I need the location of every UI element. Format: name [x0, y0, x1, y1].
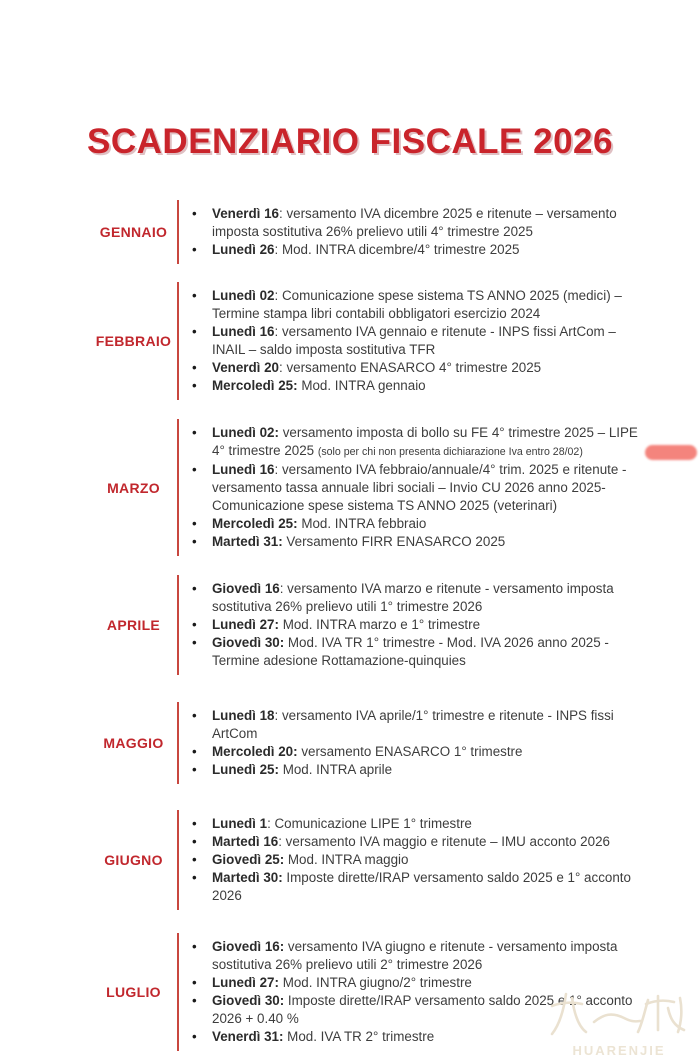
bullet-icon: • — [192, 1029, 197, 1044]
deadline-content — [212, 815, 644, 833]
deadline-date: Venerdì 16 — [212, 206, 279, 221]
deadline-content — [212, 833, 644, 851]
deadline-item — [192, 359, 644, 377]
month-section-gennaio — [0, 205, 700, 259]
deadline-list — [179, 287, 700, 395]
bullet-icon: • — [192, 744, 197, 759]
bullet-icon: • — [192, 425, 197, 440]
bullet-icon: • — [192, 635, 197, 650]
deadline-text: : versamento IVA maggio e ritenute – IMU acconto 2026 — [278, 834, 610, 849]
month-label: GIUGNO — [104, 852, 163, 868]
bullet-icon: • — [192, 378, 197, 393]
deadline-date: Lunedì 27: — [212, 617, 279, 632]
deadline-item — [192, 869, 644, 905]
deadline-text: : versamento IVA gennaio e ritenute - INPS fissi ArtCom – INAIL – saldo imposta sostitutiva TFR — [212, 324, 616, 357]
deadline-date: Lunedì 25: — [212, 762, 279, 777]
deadline-item — [192, 533, 644, 551]
deadline-content — [212, 205, 644, 241]
bullet-icon: • — [192, 975, 197, 990]
deadline-item — [192, 851, 644, 869]
deadline-date: Giovedì 16 — [212, 581, 280, 596]
deadline-item — [192, 424, 644, 461]
deadline-text: : versamento IVA marzo e ritenute - versamento imposta sostitutiva 26% prelievo utili 1° trimestre 2026 — [212, 581, 614, 614]
deadline-content — [212, 287, 644, 323]
deadline-text: : Comunicazione spese sistema TS ANNO 2025 (medici) – Termine stampa libri contabili obbligatori esercizio 2024 — [212, 288, 622, 321]
deadline-content — [212, 515, 644, 533]
deadline-text: : versamento IVA dicembre 2025 e ritenute – versamento imposta sostitutiva 26% prelievo utili 4° trimestre 2025 — [212, 206, 617, 239]
deadline-list — [179, 205, 700, 259]
deadline-text: versamento imposta di bollo su FE 4° trimestre 2025 – LIPE 4° trimestre 2025 — [212, 425, 638, 458]
deadline-item — [192, 515, 644, 533]
deadline-content — [212, 533, 644, 551]
deadline-content — [212, 634, 644, 670]
deadline-date: Lunedì 26 — [212, 242, 275, 257]
month-label: MAGGIO — [103, 735, 164, 751]
deadline-item — [192, 323, 644, 359]
deadline-text: : versamento IVA febbraio/annuale/4° trim. 2025 e ritenute - versamento tassa annuale libri sociali – Invio CU 2026 anno 2025- Comunicazione spese sistema TS ANNO 2025 (veterinari) — [212, 462, 627, 513]
deadline-item — [192, 743, 644, 761]
deadline-content — [212, 359, 644, 377]
deadline-text: : Mod. INTRA dicembre/4° trimestre 2025 — [274, 242, 520, 257]
bullet-icon: • — [192, 870, 197, 885]
bullet-icon: • — [192, 516, 197, 531]
bullet-icon: • — [192, 581, 197, 596]
bullet-icon: • — [192, 762, 197, 777]
deadline-text: Mod. INTRA maggio — [284, 852, 409, 867]
month-cell — [0, 333, 177, 349]
deadline-content — [212, 461, 644, 515]
deadline-item — [192, 241, 644, 259]
month-label: APRILE — [106, 617, 161, 633]
deadline-item — [192, 938, 644, 974]
deadline-item — [192, 833, 644, 851]
pink-highlight-mark — [645, 445, 697, 460]
deadline-date: Lunedì 16 — [212, 462, 275, 477]
deadline-date: Lunedì 16 — [212, 324, 275, 339]
deadline-date: Giovedì 25: — [212, 852, 285, 867]
calendar-sections — [0, 205, 700, 1046]
huarenjie-watermark — [544, 988, 694, 1058]
month-section-aprile — [0, 580, 700, 670]
deadline-text: : versamento ENASARCO 4° trimestre 2025 — [279, 360, 542, 375]
month-cell — [0, 617, 177, 633]
bullet-icon: • — [192, 852, 197, 867]
month-label: FEBBRAIO — [95, 333, 172, 349]
deadline-item — [192, 761, 644, 779]
deadline-content — [212, 707, 644, 743]
deadline-text: Mod. INTRA gennaio — [297, 378, 426, 393]
deadline-date: Giovedì 16: — [212, 939, 285, 954]
deadline-content — [212, 424, 644, 461]
deadline-text: Versamento FIRR ENASARCO 2025 — [282, 534, 506, 549]
deadline-text: Mod. IVA TR 2° trimestre — [283, 1029, 435, 1044]
month-cell — [0, 852, 177, 868]
bullet-icon: • — [192, 708, 197, 723]
deadline-content — [212, 869, 644, 905]
deadline-date: Venerdì 20 — [212, 360, 279, 375]
deadline-date: Venerdì 31: — [212, 1029, 284, 1044]
bullet-icon: • — [192, 993, 197, 1008]
bullet-icon: • — [192, 360, 197, 375]
deadline-item — [192, 616, 644, 634]
deadline-content — [212, 616, 644, 634]
deadline-item — [192, 461, 644, 515]
deadline-text: : versamento IVA aprile/1° trimestre e ritenute - INPS fissi ArtCom — [212, 708, 614, 741]
deadline-note: (solo per chi non presenta dichiarazione Iva entro 28/02) — [317, 446, 583, 458]
month-cell — [0, 480, 177, 496]
deadline-content — [212, 241, 644, 259]
deadline-date: Martedì 16 — [212, 834, 279, 849]
deadline-content — [212, 743, 644, 761]
deadline-text: Mod. INTRA aprile — [278, 762, 393, 777]
bullet-icon: • — [192, 462, 197, 477]
bullet-icon: • — [192, 816, 197, 831]
deadline-text: Mod. INTRA marzo e 1° trimestre — [278, 617, 481, 632]
deadline-item — [192, 815, 644, 833]
month-section-giugno — [0, 815, 700, 905]
month-cell — [0, 984, 177, 1000]
deadline-list — [179, 424, 700, 551]
deadline-item — [192, 707, 644, 743]
month-section-marzo — [0, 424, 700, 551]
deadline-date: Mercoledì 20: — [212, 744, 298, 759]
deadline-text: Mod. INTRA giugno/2° trimestre — [278, 975, 472, 990]
month-section-maggio — [0, 707, 700, 779]
month-label: GENNAIO — [99, 224, 168, 240]
bullet-icon: • — [192, 834, 197, 849]
deadline-date: Lunedì 02: — [212, 425, 279, 440]
bullet-icon: • — [192, 939, 197, 954]
deadline-date: Giovedì 30: — [212, 635, 285, 650]
deadline-text: Imposte dirette/IRAP versamento saldo 2025 e 1° acconto 2026 + 0.40 % — [212, 993, 633, 1026]
deadline-content — [212, 938, 644, 974]
deadline-text: Mod. IVA TR 1° trimestre - Mod. IVA 2026 anno 2025 - Termine adesione Rottamazione-quinquies — [212, 635, 609, 668]
month-cell — [0, 224, 177, 240]
deadline-date: Lunedì 27: — [212, 975, 279, 990]
deadline-text: versamento ENASARCO 1° trimestre — [297, 744, 523, 759]
deadline-content — [212, 761, 644, 779]
deadline-item — [192, 634, 644, 670]
deadline-item — [192, 287, 644, 323]
deadline-list — [179, 815, 700, 905]
deadline-date: Giovedì 30: — [212, 993, 285, 1008]
deadline-content — [212, 323, 644, 359]
deadline-date: Lunedì 1 — [212, 816, 268, 831]
calligraphy-watermark-icon — [546, 988, 692, 1042]
deadline-content — [212, 580, 644, 616]
deadline-date: Martedì 31: — [212, 534, 283, 549]
deadline-item — [192, 377, 644, 395]
deadline-list — [179, 707, 700, 779]
deadline-date: Mercoledì 25: — [212, 378, 298, 393]
bullet-icon: • — [192, 324, 197, 339]
deadline-content — [212, 377, 644, 395]
deadline-text: Imposte dirette/IRAP versamento saldo 2025 e 1° acconto 2026 — [212, 870, 631, 903]
deadline-date: Mercoledì 25: — [212, 516, 298, 531]
bullet-icon: • — [192, 288, 197, 303]
month-cell — [0, 735, 177, 751]
deadline-text: Mod. INTRA febbraio — [297, 516, 427, 531]
month-label: MARZO — [107, 479, 160, 496]
deadline-item — [192, 580, 644, 616]
watermark-text: HUARENJIE — [572, 1043, 666, 1058]
deadline-date: Martedì 30: — [212, 870, 283, 885]
month-label: LUGLIO — [106, 984, 161, 1000]
bullet-icon: • — [192, 617, 197, 632]
deadline-text: : Comunicazione LIPE 1° trimestre — [267, 816, 472, 831]
deadline-list — [179, 580, 700, 670]
page-title: SCADENZIARIO FISCALE 2026 — [87, 122, 613, 161]
deadline-date: Lunedì 18 — [212, 708, 275, 723]
bullet-icon: • — [192, 206, 197, 221]
month-section-febbraio — [0, 287, 700, 395]
deadline-date: Lunedì 02 — [212, 288, 275, 303]
bullet-icon: • — [192, 534, 197, 549]
deadline-content — [212, 851, 644, 869]
deadline-item — [192, 205, 644, 241]
deadline-text: versamento IVA giugno e ritenute - versamento imposta sostitutiva 26% prelievo utili 2° trimestre 2026 — [212, 939, 618, 972]
bullet-icon: • — [192, 242, 197, 257]
